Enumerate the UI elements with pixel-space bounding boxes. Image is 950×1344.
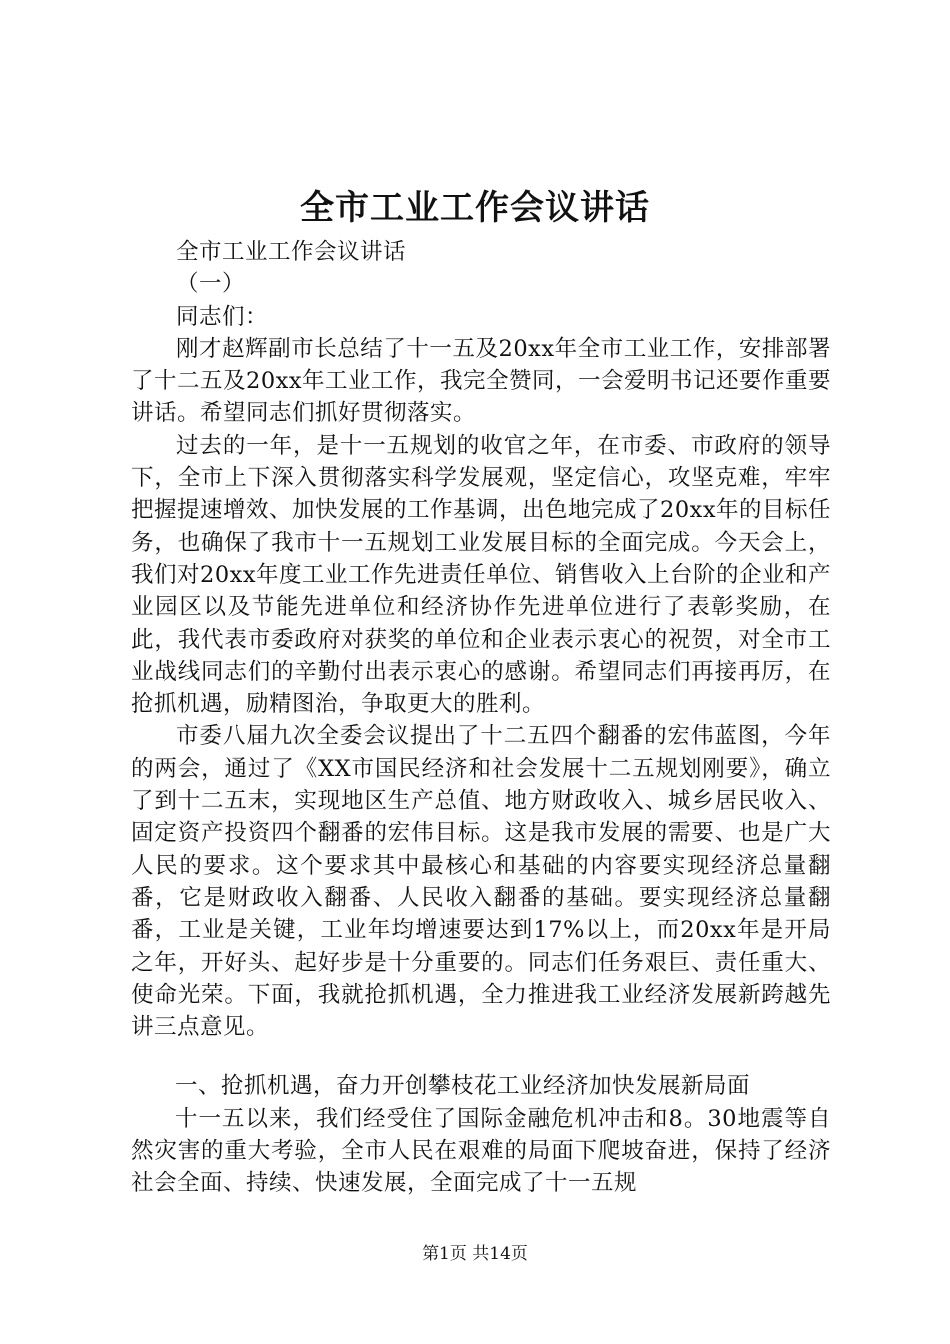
paragraph-gap [131, 1043, 831, 1070]
paragraph: 刚才赵辉副市长总结了十一五及20xx年全市工业工作，安排部署了十二五及20xx年工业工作，我完全赞同，一会爱明书记还要作重要讲话。希望同志们抓好贯彻落实。 [131, 335, 832, 427]
paragraph: 市委八届九次全委会议提出了十二五四个翻番的宏伟蓝图，今年的两会，通过了《XX市国民经济和社会发展十二五规划刚要》，确立了到十二五末，实现地区生产总值、地方财政收入、城乡居民收入、固定资产投资四个翻番的宏伟目标。这是我市发展的需要、也是广大人民的要求。这个要求其中最核心和基础的内容要实现经济总量翻番，它是财政收入翻番、人民收入翻番的基础。要实现经济总量翻番，工业是关键，工业年均增速要达到17%以上，而20xx年是开局之年，开好头、起好步是十分重要的。同志们任务艰巨、责任重大、使命光荣。下面，我就抢抓机遇，全力推进我工业经济发展新跨越先讲三点意见。 [131, 723, 831, 1041]
document-subtitle: 全市工业工作会议讲话 [176, 239, 407, 265]
page-number-footer: 第1页 共14页 [422, 1244, 528, 1264]
salutation: 同志们： [176, 303, 269, 330]
paragraph: 过去的一年，是十一五规划的收官之年，在市委、市政府的领导下，全市上下深入贯彻落实科学发展观，坚定信心，攻坚克难，牢牢把握提速增效、加快发展的工作基调，出色地完成了20xx年的目标任务，也确保了我市十一五规划工业发展目标的全面完成。今天会上，我们对20xx年度工业工作先进责任单位、销售收入上台阶的企业和产业园区以及节能先进单位和经济协作先进单位进行了表彰奖励，在此，我代表市委政府对获奖的单位和企业表示衷心的祝贺，对全市工业战线同志们的辛勤付出表示衷心的感谢。希望同志们再接再厉，在抢抓机遇，励精图治，争取更大的胜利。 [131, 432, 832, 718]
document-title: 全市工业工作会议讲话 [300, 188, 650, 228]
section-heading: 一、抢抓机遇，奋力开创攀枝花工业经济加快发展新局面 [175, 1073, 751, 1100]
paragraph: 十一五以来，我们经受住了国际金融危机冲击和8。30地震等自然灾害的重大考验，全市人民在艰难的局面下爬坡奋进，保持了经济社会全面、持续、快速发展，全面完成了十一五规 [131, 1105, 831, 1197]
section-mark: （一） [176, 271, 246, 298]
document-body [131, 236, 831, 1200]
